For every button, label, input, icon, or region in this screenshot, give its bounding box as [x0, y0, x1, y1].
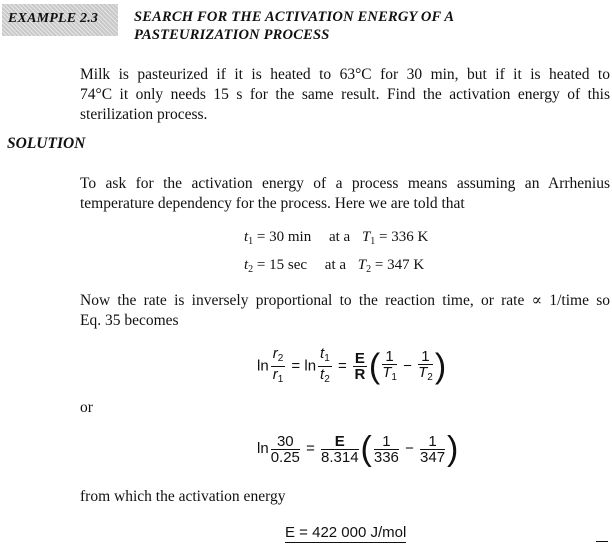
subscript: 1: [370, 236, 376, 247]
T-symbol: T: [418, 363, 428, 381]
fraction: [374, 434, 399, 465]
T-value: = 336 K: [379, 229, 429, 245]
subscript: 2: [324, 374, 330, 385]
example-title-line2: PASTEURIZATION PROCESS: [134, 27, 330, 43]
t-value: = 30 min: [256, 229, 312, 245]
t-symbol: t: [244, 257, 249, 273]
condition-row-1: [244, 229, 428, 247]
problem-line: Milk is pasteurized if it is heated to 63°C for 30 min, but if it is heated to: [80, 66, 610, 83]
fraction: [353, 351, 367, 382]
equation-arrhenius-ratio: [257, 346, 446, 387]
margin-dash: [596, 541, 608, 542]
equals-sign: =: [291, 357, 301, 375]
t-value: = 15 sec: [256, 257, 308, 273]
T-symbol: T: [382, 363, 392, 381]
problem-statement: [80, 65, 610, 125]
right-paren: ): [434, 347, 447, 386]
T-value: = 347 K: [374, 257, 425, 273]
fraction: [321, 434, 359, 465]
subscript: 1: [277, 374, 284, 385]
denominator: 347: [420, 448, 446, 466]
equation-numeric: [257, 432, 458, 466]
problem-line: 74°C it only needs 15 s for the same result. Find the activation energy of this: [80, 86, 610, 103]
rate-line: Eq. 35 becomes: [80, 312, 179, 329]
fraction: [418, 349, 433, 385]
subscript: 2: [427, 371, 433, 383]
E-symbol: E: [354, 350, 365, 367]
fraction: [382, 349, 397, 385]
conclusion-text: from which the activation energy: [80, 488, 286, 505]
ln-operator: ln: [304, 357, 317, 375]
example-label: EXAMPLE 2.3: [2, 4, 118, 36]
fraction: [271, 434, 300, 465]
r-symbol: r: [272, 345, 278, 362]
or-text: or: [80, 399, 93, 416]
subscript: 1: [248, 236, 254, 247]
t-symbol: t: [320, 366, 325, 383]
E-symbol: E: [321, 434, 359, 450]
at-text: at a: [324, 257, 347, 273]
subscript: 1: [391, 371, 397, 383]
equals-sign: =: [306, 439, 315, 457]
right-paren: ): [447, 430, 459, 468]
ln-operator: ln: [257, 439, 269, 457]
condition-row-2: [244, 257, 424, 275]
intro-line: temperature dependency for the process. Here we are told that: [80, 195, 465, 212]
subscript: 2: [248, 264, 254, 275]
T-symbol: T: [357, 257, 367, 273]
t-symbol: t: [320, 345, 325, 362]
fraction: [271, 346, 286, 387]
rate-statement: [80, 291, 610, 331]
numerator: 1: [418, 349, 433, 365]
numerator: 1: [382, 349, 397, 365]
at-text: at a: [328, 229, 351, 245]
minus-sign: −: [405, 439, 414, 457]
solution-intro: [80, 174, 610, 214]
numerator: 30: [271, 434, 300, 450]
r-symbol: r: [272, 366, 278, 383]
solution-heading: SOLUTION: [7, 135, 86, 152]
left-paren: (: [368, 347, 381, 386]
problem-line: sterilization process.: [80, 106, 208, 123]
intro-line: To ask for the activation energy of a process means assuming an Arrhenius: [80, 175, 610, 192]
ln-operator: ln: [257, 357, 269, 375]
fraction: [318, 346, 332, 387]
R-symbol: R: [354, 366, 366, 383]
gas-constant-value: 8.314: [321, 448, 359, 466]
minus-sign: −: [403, 357, 412, 375]
numerator: 1: [374, 434, 399, 450]
rate-line: Now the rate is inversely proportional to the reaction time, or rate ∝ 1/time so: [80, 292, 610, 309]
t-symbol: t: [244, 229, 249, 245]
left-paren: (: [360, 430, 372, 468]
example-title-line1: SEARCH FOR THE ACTIVATION ENERGY OF A: [134, 9, 455, 25]
denominator: 336: [373, 448, 399, 466]
denominator: 0.25: [270, 448, 300, 466]
T-symbol: T: [361, 229, 371, 245]
numerator: 1: [420, 434, 445, 450]
subscript: 2: [277, 353, 284, 364]
equals-sign: =: [337, 357, 347, 375]
fraction: [420, 434, 445, 465]
subscript: 1: [324, 353, 330, 364]
subscript: 2: [366, 264, 372, 275]
final-answer: E = 422 000 J/mol: [285, 524, 407, 541]
